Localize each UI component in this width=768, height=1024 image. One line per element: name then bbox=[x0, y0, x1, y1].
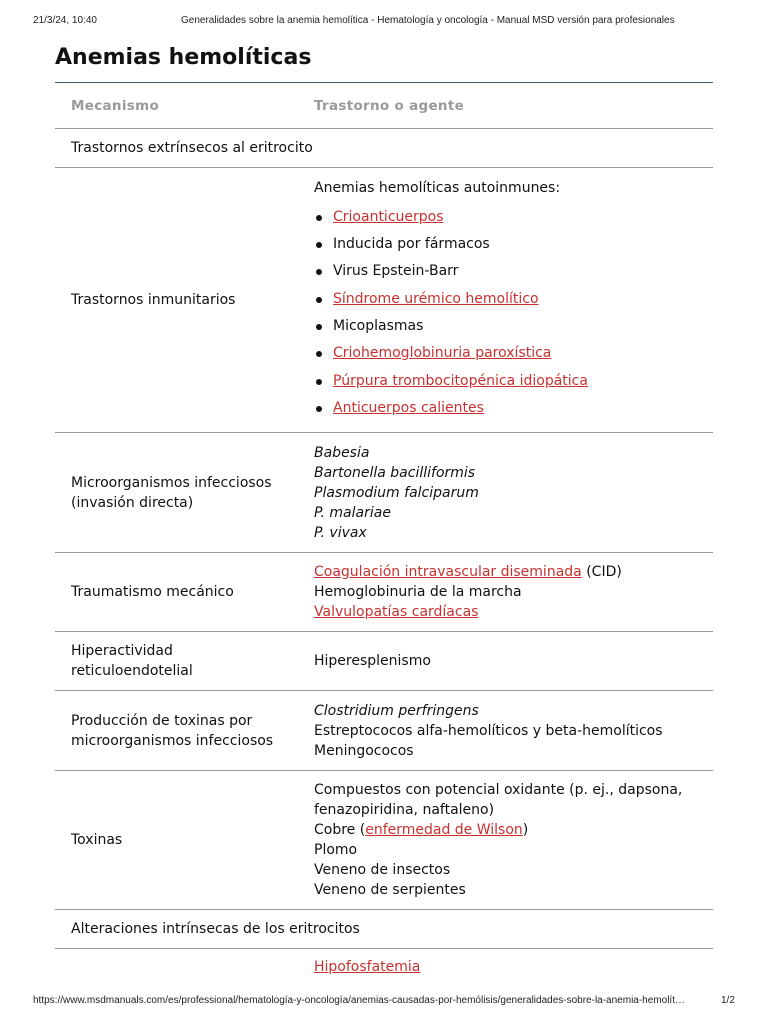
print-page-number: 1/2 bbox=[721, 995, 735, 1006]
list-item-link[interactable]: Criohemoglobinuria paroxística bbox=[333, 345, 552, 362]
agent-cell: Hiperesplenismo bbox=[314, 632, 713, 691]
table-row-cutoff bbox=[55, 949, 713, 996]
mechanism-cell bbox=[55, 632, 314, 691]
mechanism-cell: Toxinas bbox=[55, 771, 314, 910]
agent-item: Compuestos con potencial oxidante (p. ej., dapsona, bbox=[314, 782, 683, 798]
mechanism-line: Producción de toxinas por bbox=[71, 712, 253, 729]
list-item bbox=[314, 313, 705, 340]
mechanism-line: Microorganismos infecciosos bbox=[71, 474, 272, 491]
table-row-reticulo bbox=[55, 632, 713, 691]
agent-item: P. malariae bbox=[314, 504, 391, 521]
agent-item: Babesia bbox=[314, 444, 370, 461]
list-item bbox=[314, 231, 705, 258]
agent-item: Meningococos bbox=[314, 742, 414, 759]
list-item bbox=[314, 368, 705, 395]
mechanism-cell bbox=[55, 949, 314, 996]
copper-prefix: Cobre ( bbox=[314, 822, 366, 838]
agent-cell bbox=[314, 433, 713, 553]
print-header bbox=[0, 15, 768, 29]
agent-item bbox=[314, 602, 705, 622]
agent-item bbox=[314, 562, 705, 582]
agent-cell bbox=[314, 168, 713, 433]
list-item-text: Inducida por fármacos bbox=[333, 236, 490, 253]
mechanism-line: (invasión directa) bbox=[71, 494, 194, 511]
agent-item: Hemoglobinuria de la marcha bbox=[314, 584, 522, 600]
list-item-text: Virus Epstein-Barr bbox=[333, 263, 459, 280]
mechanism-cell: Traumatismo mecánico bbox=[55, 553, 314, 632]
column-header-agent: Trastorno o agente bbox=[314, 83, 713, 129]
print-footer bbox=[0, 995, 768, 1009]
cid-link[interactable]: Coagulación intravascular diseminada bbox=[314, 564, 582, 580]
column-header-mechanism: Mecanismo bbox=[55, 83, 314, 129]
agent-item: Estreptococos alfa-hemolíticos y beta-hemolíticos bbox=[314, 722, 663, 739]
list-item bbox=[314, 204, 705, 231]
table-row-immune bbox=[55, 168, 713, 433]
list-item-text: Micoplasmas bbox=[333, 318, 424, 334]
agent-lead: Anemias hemolíticas autoinmunes: bbox=[314, 179, 561, 196]
agent-item: Plasmodium falciparum bbox=[314, 484, 479, 501]
mechanism-cell: Trastornos inmunitarios bbox=[55, 168, 314, 433]
print-datetime: 21/3/24, 10:40 bbox=[33, 15, 97, 26]
agent-item: Bartonella bacilliformis bbox=[314, 464, 476, 481]
agent-item: Clostridium perfringens bbox=[314, 702, 479, 719]
copper-suffix: ) bbox=[522, 822, 529, 838]
section-label: Alteraciones intrínsecas de los eritrocitos bbox=[55, 910, 713, 949]
table-row-toxins bbox=[55, 771, 713, 910]
list-item-link[interactable]: Síndrome urémico hemolítico bbox=[333, 290, 539, 307]
table-row-infectious bbox=[55, 433, 713, 553]
page-title: Anemias hemolíticas bbox=[55, 40, 713, 83]
mechanism-line: microorganismos infecciosos bbox=[71, 732, 274, 749]
table-row-toxin-production bbox=[55, 691, 713, 771]
section-label: Trastornos extrínsecos al eritrocito bbox=[55, 129, 713, 168]
mechanism-line: Hiperactividad bbox=[71, 643, 173, 659]
list-item bbox=[314, 340, 705, 367]
hypophosphatemia-link[interactable]: Hipofosfatemia bbox=[314, 959, 421, 975]
section-row-intrinsic bbox=[55, 910, 713, 949]
agent-item bbox=[314, 820, 705, 840]
table-row-trauma bbox=[55, 553, 713, 632]
agent-cell bbox=[314, 949, 713, 996]
cid-suffix: (CID) bbox=[581, 564, 622, 580]
agent-cell bbox=[314, 553, 713, 632]
mechanism-line: reticuloendotelial bbox=[71, 663, 193, 679]
valve-link[interactable]: Valvulopatías cardíacas bbox=[314, 604, 479, 620]
list-item-link[interactable]: Púrpura trombocitopénica idiopática bbox=[333, 372, 588, 389]
hemolytic-anemia-table bbox=[55, 83, 713, 995]
table-header-row bbox=[55, 83, 713, 129]
agent-item: Plomo bbox=[314, 842, 358, 858]
agent-item: fenazopiridina, naftaleno) bbox=[314, 802, 495, 818]
list-item bbox=[314, 395, 705, 422]
list-item bbox=[314, 286, 705, 313]
agent-cell bbox=[314, 771, 713, 910]
agent-cell bbox=[314, 691, 713, 771]
print-doc-title: Generalidades sobre la anemia hemolítica - Hematología y oncología - Manual MSD versión para profesionales bbox=[181, 15, 675, 26]
list-item bbox=[314, 258, 705, 285]
list-item-link[interactable]: Anticuerpos calientes bbox=[333, 399, 484, 416]
agent-item: Veneno de insectos bbox=[314, 862, 451, 878]
list-item-link[interactable]: Crioanticuerpos bbox=[333, 208, 444, 225]
print-url: https://www.msdmanuals.com/es/professional/hematología-y-oncología/anemias-causadas-por-hemólisis/generalidades-sobre-la-anemia-hemolít… bbox=[33, 995, 685, 1006]
section-row-extrinsic bbox=[55, 129, 713, 168]
mechanism-cell bbox=[55, 433, 314, 553]
agent-item: P. vivax bbox=[314, 524, 367, 541]
immune-agent-list bbox=[314, 204, 705, 422]
agent-item: Veneno de serpientes bbox=[314, 882, 466, 898]
article-content bbox=[55, 40, 713, 995]
mechanism-cell bbox=[55, 691, 314, 771]
wilson-link[interactable]: enfermedad de Wilson bbox=[365, 822, 523, 838]
